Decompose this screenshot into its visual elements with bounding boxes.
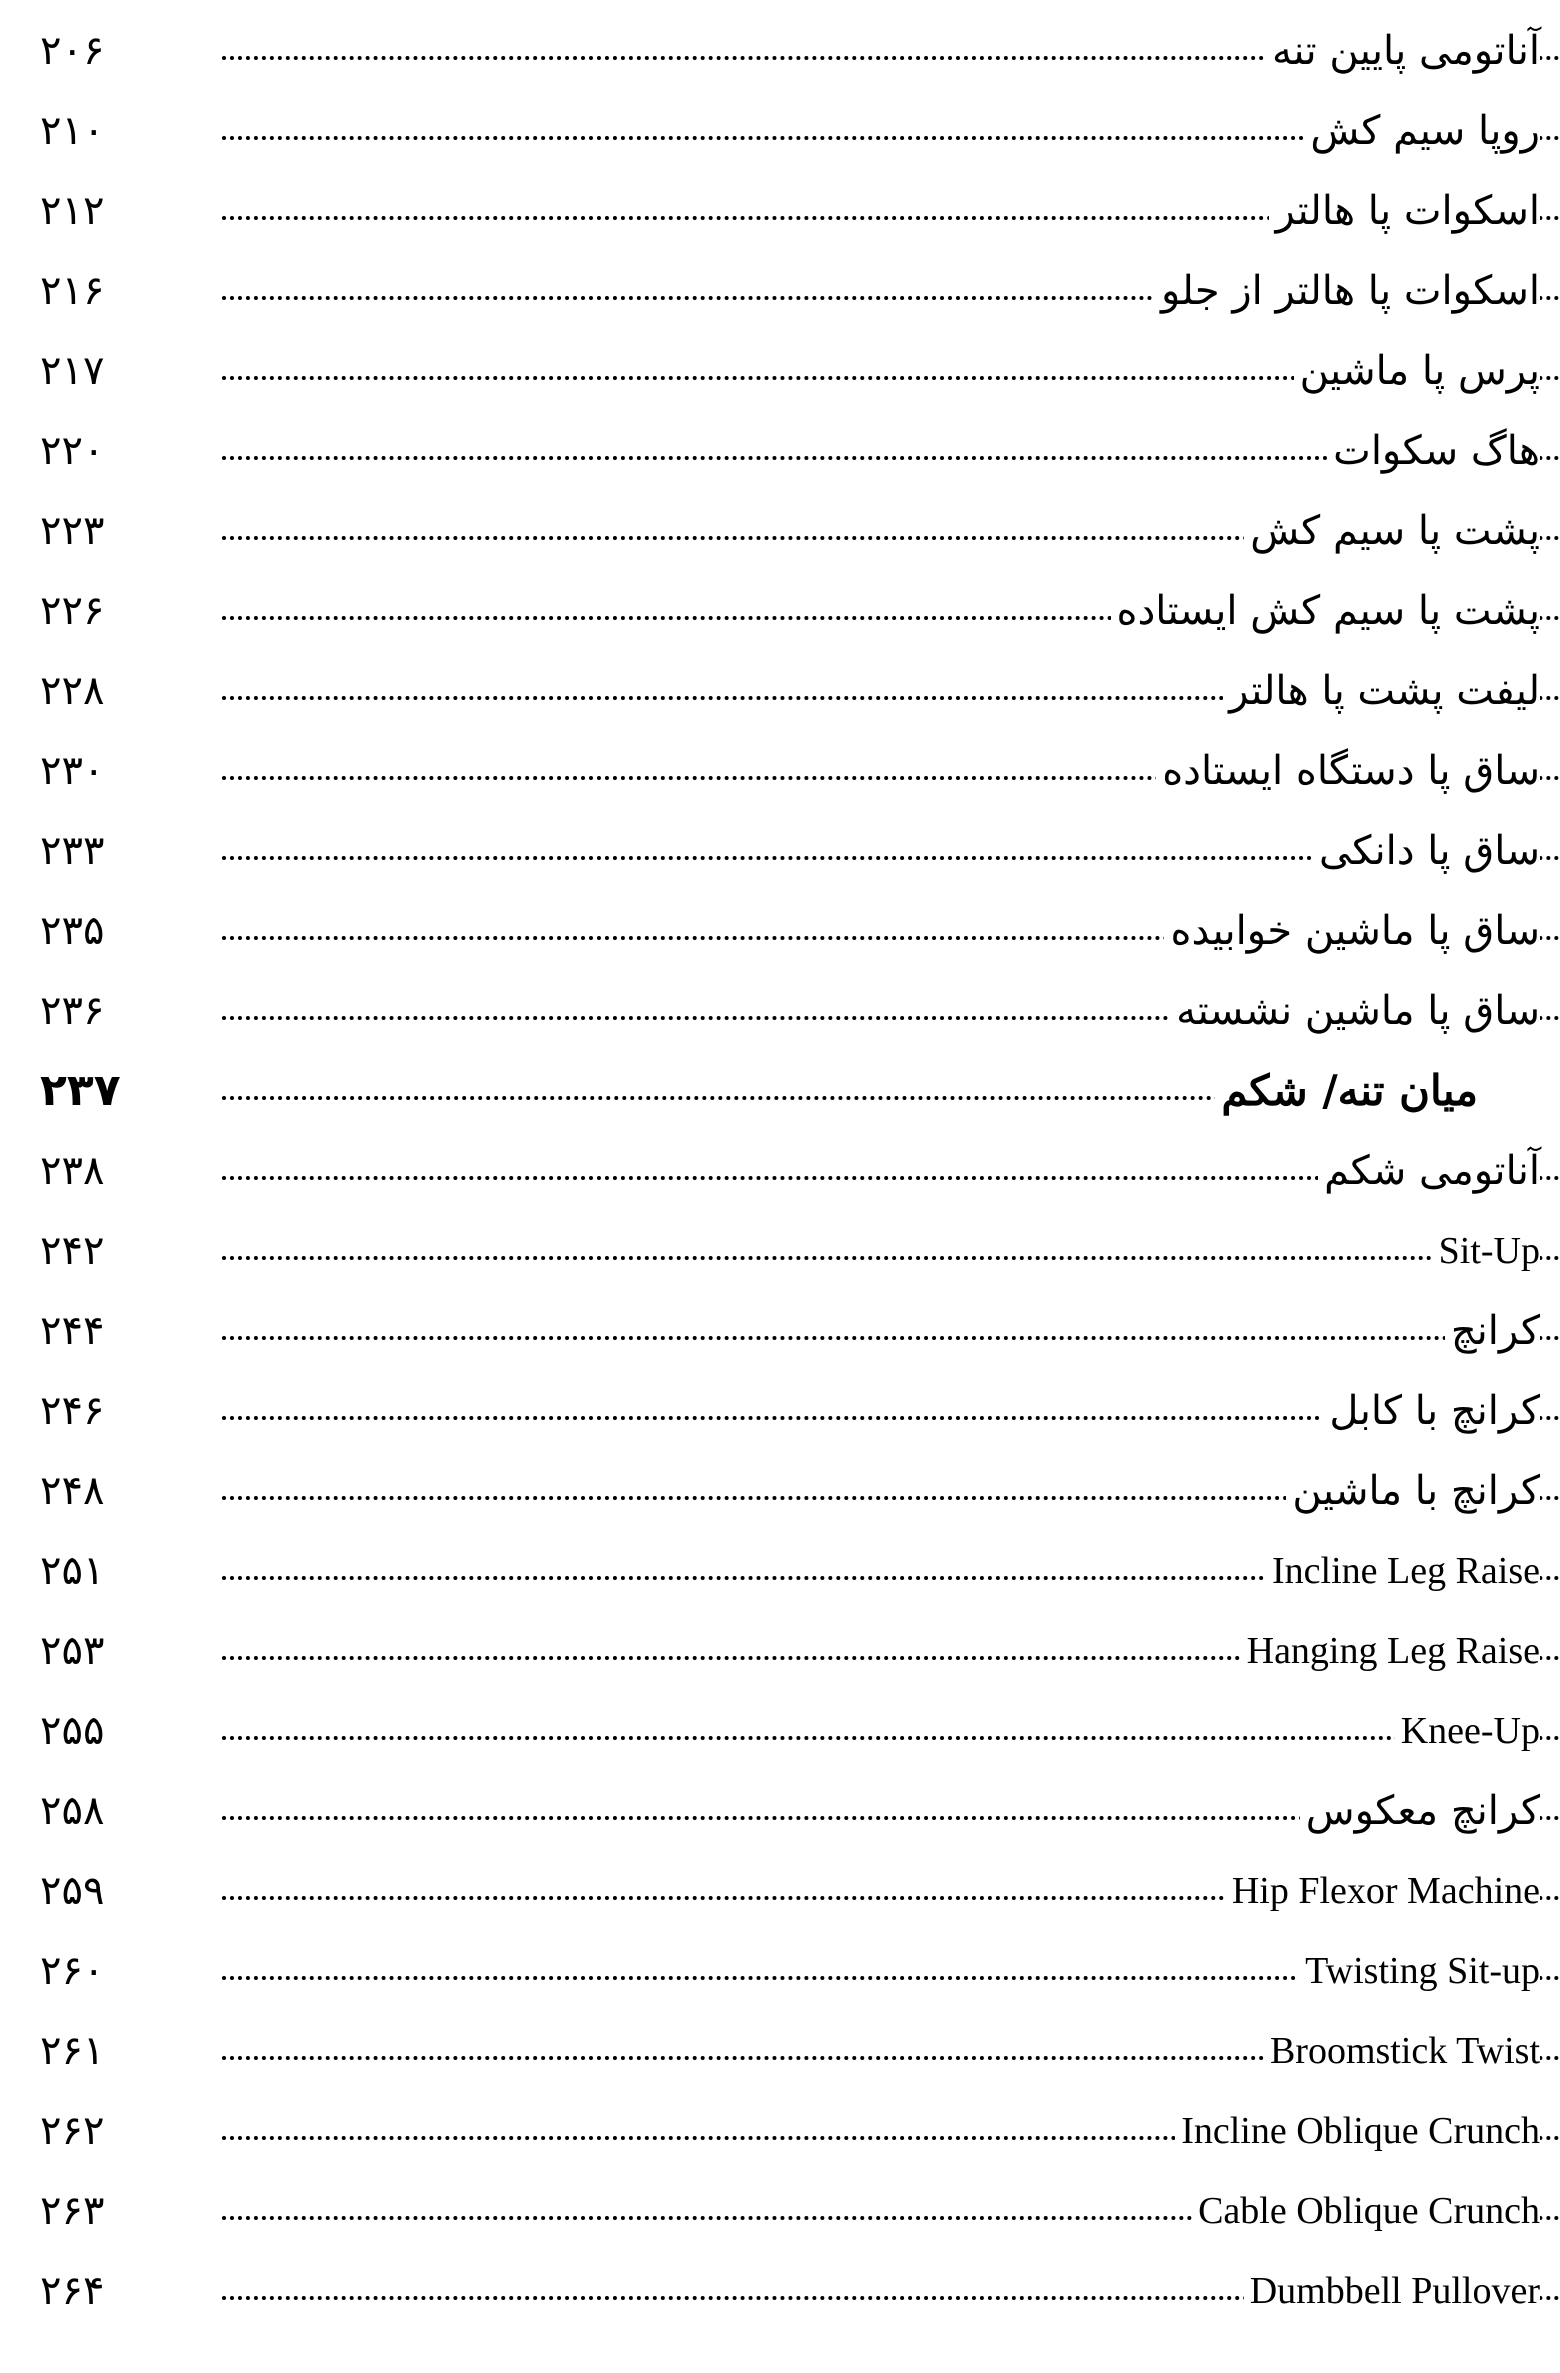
toc-entry[interactable] <box>0 2012 1560 2090</box>
toc-entry-title: لیفت پشت پا هالتر <box>1223 660 1540 722</box>
toc-page-number: ۲۳۵ <box>40 908 105 954</box>
toc-entry[interactable] <box>0 1932 1560 2010</box>
toc-entry[interactable] <box>0 1292 1560 1370</box>
dot-leader <box>222 1336 1560 1340</box>
dot-leader <box>222 1096 1260 1100</box>
toc-entry-title: Hip Flexor Machine <box>1226 1860 1540 1922</box>
toc-entry[interactable] <box>0 332 1560 410</box>
toc-entry-title: پرس پا ماشین <box>1294 340 1540 402</box>
toc-entry[interactable] <box>0 252 1560 330</box>
toc-page-number: ۲۱۰ <box>40 108 105 154</box>
toc-entry[interactable] <box>0 492 1560 570</box>
toc-entry-title: اسکوات پا هالتر از جلو <box>1155 260 1540 322</box>
toc-entry[interactable] <box>0 652 1560 730</box>
toc-page-number: ۲۳۸ <box>40 1148 105 1194</box>
toc-entry[interactable] <box>0 572 1560 650</box>
toc-page-number: ۲۱۶ <box>40 268 105 314</box>
toc-entry[interactable] <box>0 1852 1560 1930</box>
toc-entry-title: هاگ سکوات <box>1327 420 1540 482</box>
toc-page-number: ۲۵۱ <box>40 1548 105 1594</box>
toc-entry-title: ساق پا ماشین خوابیده <box>1164 900 1540 962</box>
toc-page-number: ۲۶۴ <box>40 2268 105 2314</box>
toc-entry-title: آناتومی شکم <box>1318 1140 1540 1202</box>
toc-entry[interactable] <box>0 2172 1560 2250</box>
dot-leader <box>222 1256 1560 1260</box>
toc-entry-title: Cable Oblique Crunch <box>1192 2180 1540 2242</box>
toc-entry-title: کرانچ با ماشین <box>1286 1460 1540 1522</box>
toc-entry[interactable] <box>0 1132 1560 1210</box>
toc-page-number: ۲۱۲ <box>40 188 105 234</box>
toc-page-number: ۲۳۶ <box>40 988 105 1034</box>
toc-page-number: ۲۳۰ <box>40 748 105 794</box>
toc-page-number: ۲۳۷ <box>40 1065 121 1116</box>
toc-entry-title: پشت پا سیم کش ایستاده <box>1111 580 1540 642</box>
toc-page-number: ۲۲۳ <box>40 508 105 554</box>
toc-entry[interactable] <box>0 12 1560 90</box>
toc-entry-title: Incline Leg Raise <box>1266 1540 1540 1602</box>
toc-entry-title: ساق پا ماشین نشسته <box>1170 980 1540 1042</box>
toc-page-number: ۲۶۳ <box>40 2188 105 2234</box>
toc-page-number: ۲۲۸ <box>40 668 105 714</box>
toc-entry[interactable] <box>0 1372 1560 1450</box>
toc-entry-title: ساق پا دستگاه ایستاده <box>1156 740 1540 802</box>
toc-section-title: میان تنه/ شکم <box>1215 1060 1478 1122</box>
toc-entry-title: روپا سیم کش <box>1304 100 1540 162</box>
toc-section-heading[interactable] <box>0 1052 1560 1130</box>
toc-entry-title: Sit-Up <box>1433 1220 1540 1282</box>
toc-entry[interactable] <box>0 2092 1560 2170</box>
toc-entry-title: اسکوات پا هالتر <box>1269 180 1540 242</box>
toc-entry-title: Incline Oblique Crunch <box>1175 2100 1540 2162</box>
toc-entry-title: پشت پا سیم کش <box>1244 500 1540 562</box>
toc-entry-title: کرانچ معکوس <box>1300 1780 1540 1842</box>
toc-entry[interactable] <box>0 1772 1560 1850</box>
toc-entry[interactable] <box>0 1212 1560 1290</box>
toc-entry[interactable] <box>0 732 1560 810</box>
toc-entry[interactable] <box>0 1612 1560 1690</box>
toc-page-number: ۲۵۸ <box>40 1788 105 1834</box>
toc-page-number: ۲۵۵ <box>40 1708 105 1754</box>
toc-entry[interactable] <box>0 92 1560 170</box>
toc-page-number: ۲۵۹ <box>40 1868 105 1914</box>
toc-page-number: ۲۶۰ <box>40 1948 105 1994</box>
toc-entry-title: Hanging Leg Raise <box>1241 1620 1540 1682</box>
toc-entry-title: Knee-Up <box>1395 1700 1540 1762</box>
toc-entry-title: آناتومی پایین تنه <box>1266 20 1540 82</box>
toc-page-number: ۲۰۶ <box>40 28 105 74</box>
toc-page-number: ۲۶۲ <box>40 2108 105 2154</box>
toc-entry[interactable] <box>0 1532 1560 1610</box>
toc-entry[interactable] <box>0 412 1560 490</box>
toc-entry[interactable] <box>0 2252 1560 2330</box>
toc-entry[interactable] <box>0 972 1560 1050</box>
toc-entry[interactable] <box>0 1452 1560 1530</box>
toc-page-number: ۲۴۴ <box>40 1308 105 1354</box>
dot-leader <box>222 1736 1560 1740</box>
toc-entry[interactable] <box>0 812 1560 890</box>
toc-page-number: ۲۴۸ <box>40 1468 105 1514</box>
toc-page-number: ۲۶۱ <box>40 2028 105 2074</box>
toc-entry-title: کرانچ با کابل <box>1323 1380 1540 1442</box>
toc-entry-title: Dumbbell Pullover <box>1244 2260 1540 2322</box>
toc-page-number: ۲۴۲ <box>40 1228 105 1274</box>
toc-page-number: ۲۲۰ <box>40 428 105 474</box>
toc-entry[interactable] <box>0 1692 1560 1770</box>
toc-page-number: ۲۴۶ <box>40 1388 105 1434</box>
toc-entry[interactable] <box>0 172 1560 250</box>
toc-entry[interactable] <box>0 892 1560 970</box>
toc-entry-title: Broomstick Twist <box>1264 2020 1540 2082</box>
toc-page-number: ۲۱۷ <box>40 348 105 394</box>
toc-page-number: ۲۲۶ <box>40 588 105 634</box>
toc-entry-title: Twisting Sit-up <box>1299 1940 1540 2002</box>
toc-page-number: ۲۳۳ <box>40 828 105 874</box>
toc-page-number: ۲۵۳ <box>40 1628 105 1674</box>
toc-entry-title: کرانچ <box>1445 1300 1540 1362</box>
toc-entry-title: ساق پا دانکی <box>1313 820 1540 882</box>
